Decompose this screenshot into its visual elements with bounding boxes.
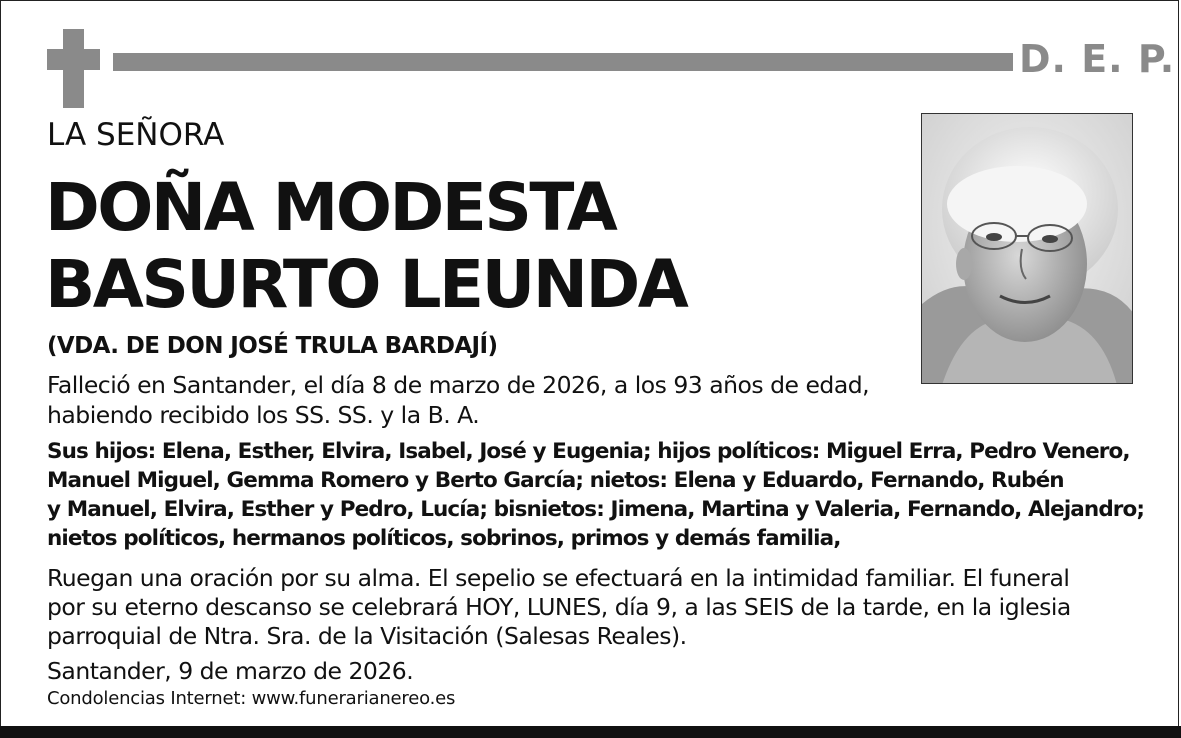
family-line-2: Manuel Miguel, Gemma Romero y Berto García; nietos: Elena y Eduardo, Fernando, Rubén [47, 468, 1064, 493]
deceased-name-line-2: BASURTO LEUNDA [45, 246, 687, 323]
death-line-2: habiendo recibido los SS. SS. y la B. A. [47, 401, 480, 429]
bottom-border [0, 726, 1181, 738]
funeral-line-3: parroquial de Ntra. Sra. de la Visitación (Salesas Reales). [47, 622, 687, 650]
deceased-name-line-1: DOÑA MODESTA [45, 169, 616, 246]
intro-title: LA SEÑORA [47, 117, 225, 153]
dep-label: D. E. P. [1019, 37, 1176, 81]
funeral-line-1: Ruegan una oración por su alma. El sepelio se efectuará en la intimidad familiar. El funeral [47, 564, 1070, 592]
condolences-line: Condolencias Internet: www.funerarianereo.es [47, 688, 456, 709]
portrait-photo [921, 113, 1133, 384]
family-line-3: y Manuel, Elvira, Esther y Pedro, Lucía; bisnietos: Jimena, Martina y Valeria, Fernando, Alejandro; [47, 497, 1145, 522]
family-line-1: Sus hijos: Elena, Esther, Elvira, Isabel, José y Eugenia; hijos políticos: Miguel Erra, Pedro Venero, [47, 439, 1130, 464]
widow-of-line: (VDA. DE DON JOSÉ TRULA BARDAJÍ) [47, 333, 498, 359]
place-date: Santander, 9 de marzo de 2026. [47, 657, 414, 685]
header-rule [113, 53, 1013, 71]
death-line-1: Falleció en Santander, el día 8 de marzo de 2026, a los 93 años de edad, [47, 371, 870, 399]
family-line-4: nietos políticos, hermanos políticos, sobrinos, primos y demás familia, [47, 526, 841, 551]
funeral-line-2: por su eterno descanso se celebrará HOY, LUNES, día 9, a las SEIS de la tarde, en la iglesia [47, 593, 1071, 621]
